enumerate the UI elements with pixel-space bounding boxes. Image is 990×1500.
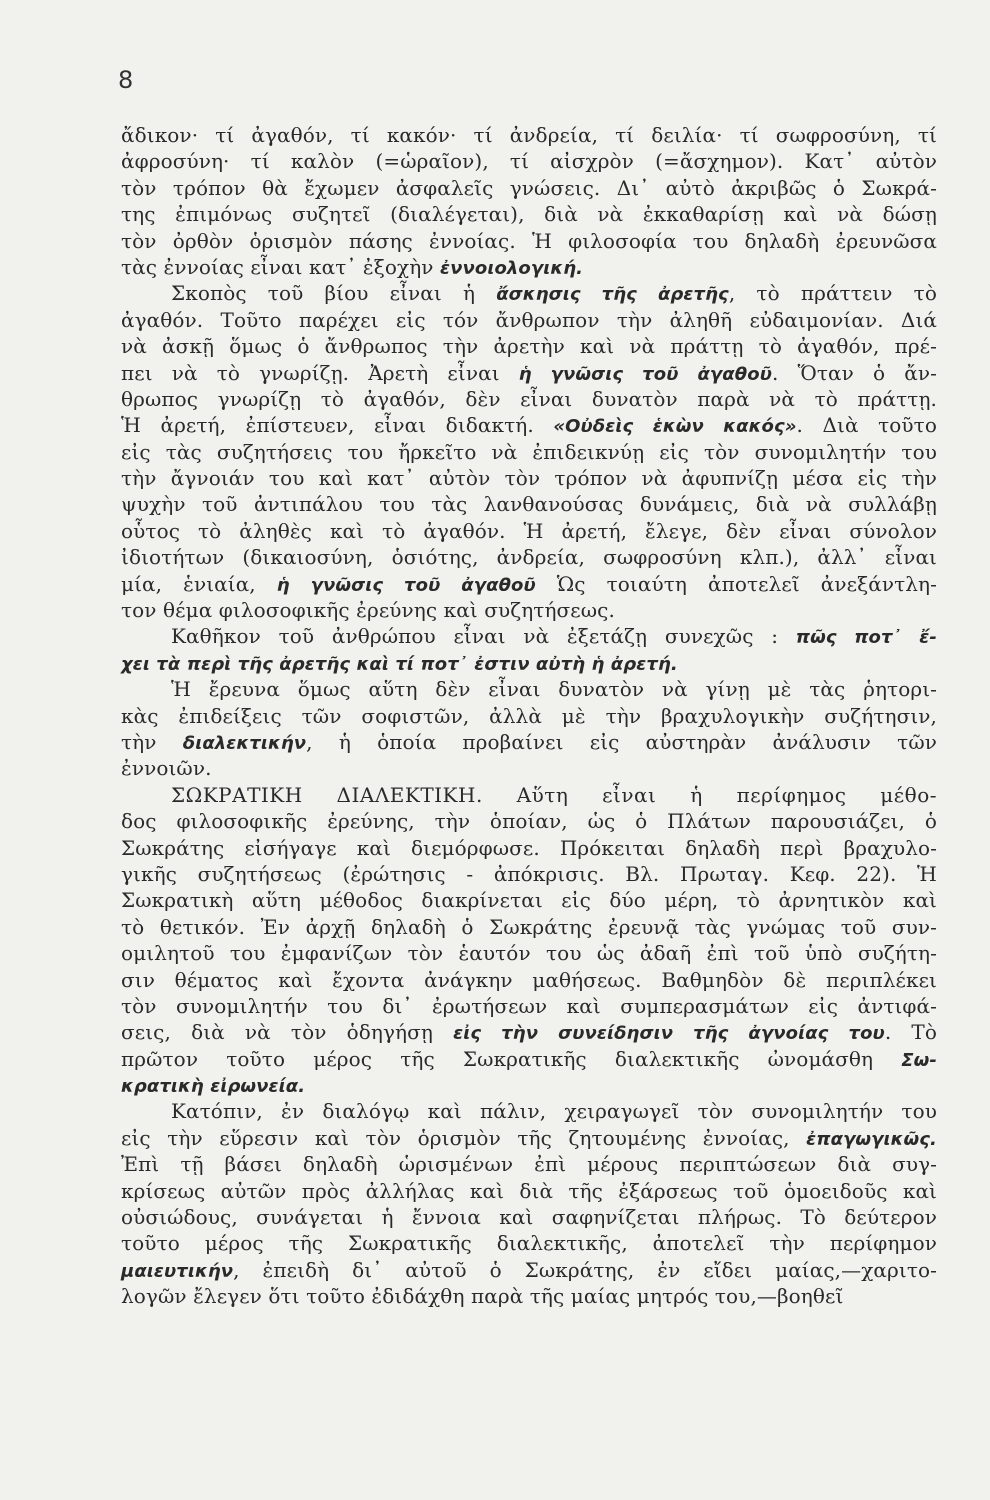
text-span: σεις, διὰ νὰ τὸν ὁδηγήσῃ — [121, 1020, 454, 1045]
text-line — [121, 861, 937, 887]
text-line — [121, 491, 937, 517]
text-span: ἀγαθόν. Τοῦτο παρέχει εἰς τόν ἄνθρωπον τὴν ἀληθῆ εὐδαιμονίαν. Διά — [121, 307, 937, 332]
text-span: εἰς τὴν εὕρεσιν καὶ τὸν ὁρισμὸν τῆς ζητουμένης ἐννοίας, — [121, 1125, 807, 1150]
text-span: τὴν ἄγνοιάν του καὶ κατ᾽ αὐτὸν τὸν τρόπον νὰ ἀφυπνίζῃ μέσα εἰς τὴν — [121, 466, 937, 491]
text-span: ἀφροσύνη· τί καλὸν (=ὡραῖον), τί αἰσχρὸν (=ἄσχημον). Κατ᾽ αὐτὸν — [121, 149, 937, 174]
emphasized-text: ἡ γνῶσις τοῦ ἀγαθοῦ — [518, 363, 772, 385]
text-span: κρίσεως αὐτῶν πρὸς ἀλλήλας καὶ διὰ τῆς ἐξάρσεως τοῦ ὁμοειδοῦς καὶ — [121, 1178, 937, 1203]
emphasized-text: Σω- — [901, 1049, 937, 1071]
text-line — [121, 1178, 937, 1204]
text-line — [121, 1283, 937, 1309]
text-span: τὸν ὀρθὸν ὁρισμὸν πάσης ἐννοίας. Ἡ φιλοσοφία του δηλαδὴ ἐρευνῶσα — [121, 228, 937, 253]
text-line — [121, 887, 937, 913]
text-line — [121, 835, 937, 861]
text-span: ἰδιοτήτων (δικαιοσύνη, ὁσιότης, ἀνδρεία, σωφροσύνη κλπ.), ἀλλ᾽ εἶναι — [121, 545, 937, 570]
text-line — [121, 1046, 937, 1072]
text-line — [121, 307, 937, 333]
text-line — [121, 1230, 937, 1256]
text-line — [121, 544, 937, 570]
text-line — [121, 1098, 937, 1124]
emphasized-text: ἡ γνῶσις τοῦ ἀγαθοῦ — [276, 574, 536, 596]
emphasized-text: «Οὐδεὶς ἑκὼν κακός» — [553, 416, 797, 438]
text-line — [121, 967, 937, 993]
text-line — [121, 254, 937, 280]
text-span: τὰς ἐννοίας εἶναι κατ᾽ ἐξοχὴν — [121, 254, 441, 279]
page-number: 8 — [118, 66, 134, 94]
text-span: Ἐπὶ τῇ βάσει δηλαδὴ ὡρισμένων ἐπὶ μέρους περιπτώσεων διὰ συγ- — [121, 1152, 937, 1177]
text-span: . Διὰ τοῦτο — [796, 413, 937, 438]
text-span: Ὡς τοιαύτη ἀποτελεῖ ἀνεξάντλη- — [535, 571, 937, 596]
text-line — [121, 782, 937, 808]
text-line — [121, 386, 937, 412]
text-span: της ἐπιμόνως συζητεῖ (διαλέγεται), διὰ νὰ ἐκκαθαρίσῃ καὶ νὰ δώσῃ — [121, 202, 937, 227]
emphasized-text: ἄσκησις τῆς ἀρετῆς — [496, 284, 729, 306]
text-line — [121, 175, 937, 201]
text-span: . Τὸ — [884, 1020, 937, 1045]
text-span: οὐσιώδους, συνάγεται ἡ ἔννοια καὶ σαφηνίζεται πλήρως. Τὸ δεύτερον — [121, 1205, 937, 1230]
text-span: Σωκράτης εἰσήγαγε καὶ διεμόρφωσε. Πρόκειται δηλαδὴ περὶ βραχυλο- — [121, 835, 937, 860]
text-span: νὰ ἀσκῇ ὅμως ὁ ἄνθρωπος τὴν ἀρετὴν καὶ νὰ πράττῃ τὸ ἀγαθόν, πρέ- — [121, 334, 937, 359]
text-span: εἰς τὰς συζητήσεις του ἤρκεῖτο νὰ ἐπιδεικνύῃ εἰς τὸν συνομιλητήν του — [121, 439, 937, 464]
text-line — [121, 755, 937, 781]
text-span: πει νὰ τὸ γνωρίζῃ. Ἀρετὴ εἶναι — [121, 360, 519, 385]
text-line — [121, 571, 937, 597]
text-line — [121, 518, 937, 544]
text-line — [121, 1125, 937, 1151]
emphasized-text: χει τὰ περὶ τῆς ἀρετῆς καὶ τί ποτ᾽ ἐστιν αὐτὴ ἡ ἀρετή. — [121, 653, 678, 675]
text-line — [121, 676, 937, 702]
text-span: ψυχὴν τοῦ ἀντιπάλου του τὰς λανθανούσας δυνάμεις, διὰ νὰ συλλάβῃ — [121, 492, 937, 517]
text-span: μία, ἑνιαία, — [121, 571, 277, 596]
emphasized-text: πῶς ποτ᾽ ἔ- — [795, 627, 937, 649]
text-span: , ἐπειδὴ δι᾽ αὐτοῦ ὁ Σωκράτης, ἐν εἴδει μαίας,—χαριτο- — [233, 1257, 937, 1282]
text-line — [121, 940, 937, 966]
text-span: πρῶτον τοῦτο μέρος τῆς Σωκρατικῆς διαλεκτικῆς ὠνομάσθη — [121, 1046, 902, 1071]
text-line — [121, 597, 937, 623]
text-line — [121, 201, 937, 227]
text-span: λογῶν ἔλεγεν ὅτι τοῦτο ἐδιδάχθη παρὰ τῆς μαίας μητρός του,—βοηθεῖ — [121, 1284, 844, 1309]
text-line — [121, 623, 937, 649]
text-span: τὴν — [121, 729, 183, 754]
text-line — [121, 1019, 937, 1045]
text-span: τοῦτο μέρος τῆς Σωκρατικῆς διαλεκτικῆς, ἀποτελεῖ τὴν περίφημον — [121, 1231, 937, 1256]
emphasized-text: εἰς τὴν συνείδησιν τῆς ἀγνοίας του — [453, 1023, 885, 1045]
text-line — [121, 228, 937, 254]
text-span: κὰς ἐπιδείξεις τῶν σοφιστῶν, ἀλλὰ μὲ τὴν βραχυλογικὴν συζήτησιν, — [121, 703, 937, 728]
text-line — [121, 122, 937, 148]
text-line — [121, 1151, 937, 1177]
text-line — [121, 360, 937, 386]
text-span: Καθῆκον τοῦ ἀνθρώπου εἶναι νὰ ἐξετάζῃ συνεχῶς : — [171, 624, 796, 649]
text-span: ΣΩΚΡΑΤΙΚΗ ΔΙΑΛΕΚΤΙΚΗ. Αὕτη εἶναι ἡ περίφημος μέθο- — [171, 782, 937, 807]
text-span: , ἡ ὁποία προβαίνει εἰς αὐστηρὰν ἀνάλυσιν τῶν — [306, 729, 937, 754]
body-text — [121, 122, 937, 1310]
text-span: Σωκρατικὴ αὕτη μέθοδος διακρίνεται εἰς δύο μέρη, τὸ ἀρνητικὸν καὶ — [121, 888, 937, 913]
text-line — [121, 914, 937, 940]
emphasized-text: μαιευτικήν — [121, 1260, 234, 1282]
text-line — [121, 1072, 937, 1098]
text-line — [121, 280, 937, 306]
text-span: , τὸ πράττειν τὸ — [728, 281, 937, 306]
text-line — [121, 729, 937, 755]
text-line — [121, 703, 937, 729]
text-line — [121, 148, 937, 174]
text-line — [121, 1204, 937, 1230]
text-span: οὗτος τὸ ἀληθὲς καὶ τὸ ἀγαθόν. Ἡ ἀρετή, ἔλεγε, δὲν εἶναι σύνολον — [121, 518, 937, 543]
text-span: ἐννοιῶν. — [121, 756, 212, 781]
text-span: τον θέμα φιλοσοφικῆς ἐρεύνης καὶ συζητήσεως. — [121, 598, 615, 623]
text-line — [121, 993, 937, 1019]
text-line — [121, 650, 937, 676]
text-span: Ἡ ἔρευνα ὅμως αὕτη δὲν εἶναι δυνατὸν νὰ γίνῃ μὲ τὰς ῥητορι- — [171, 677, 937, 702]
text-span: . Ὅταν ὁ ἄν- — [771, 360, 937, 385]
text-span: δος φιλοσοφικῆς ἐρεύνης, τὴν ὁποίαν, ὡς ὁ Πλάτων παρουσιάζει, ὁ — [121, 809, 937, 834]
text-span: τὸν τρόπον θὰ ἔχωμεν ἀσφαλεῖς γνώσεις. Δι᾽ αὐτὸ ἀκριβῶς ὁ Σωκρά- — [121, 175, 937, 200]
text-line — [121, 808, 937, 834]
text-span: Σκοπὸς τοῦ βίου εἶναι ἡ — [171, 281, 497, 306]
text-span: γικῆς συζητήσεως (ἐρώτησις - ἀπόκρισις. Βλ. Πρωταγ. Κεφ. 22). Ἡ — [121, 861, 937, 886]
text-span: ἄδικον· τί ἀγαθόν, τί κακόν· τί ἀνδρεία, τί δειλία· τί σωφροσύνη, τί — [121, 123, 937, 147]
text-line — [121, 412, 937, 438]
emphasized-text: ἐννοιολογική. — [440, 257, 584, 279]
emphasized-text: ἐπαγωγικῶς. — [806, 1128, 937, 1150]
text-span: τὸν συνομιλητήν του δι᾽ ἐρωτήσεων καὶ συμπερασμάτων εἰς ἀντιφά- — [121, 993, 937, 1018]
text-span: Ἡ ἀρετή, ἐπίστευεν, εἶναι διδακτή. — [121, 413, 554, 438]
text-span: Κατόπιν, ἐν διαλόγῳ καὶ πάλιν, χειραγωγεῖ τὸν συνομιλητήν του — [171, 1099, 937, 1124]
emphasized-text: κρατικὴ εἰρωνεία. — [121, 1076, 306, 1098]
text-line — [121, 465, 937, 491]
text-span: ομιλητοῦ του ἐμφανίζων τὸν ἑαυτόν του ὡς ἀδαῆ ἐπὶ τοῦ ὑπὸ συζήτη- — [121, 941, 937, 966]
text-line — [121, 439, 937, 465]
text-line — [121, 333, 937, 359]
text-span: θρωπος γνωρίζῃ τὸ ἀγαθόν, δὲν εἶναι δυνατὸν παρὰ νὰ τὸ πράττῃ. — [121, 386, 937, 411]
text-span: τὸ θετικόν. Ἐν ἀρχῇ δηλαδὴ ὁ Σωκράτης ἐρευνᾷ τὰς γνώμας τοῦ συν- — [121, 914, 937, 939]
text-line — [121, 1257, 937, 1283]
text-span: σιν θέματος καὶ ἔχοντα ἀνάγκην μαθήσεως. Βαθμηδὸν δὲ περιπλέκει — [121, 967, 937, 992]
emphasized-text: διαλεκτικήν — [182, 732, 307, 754]
